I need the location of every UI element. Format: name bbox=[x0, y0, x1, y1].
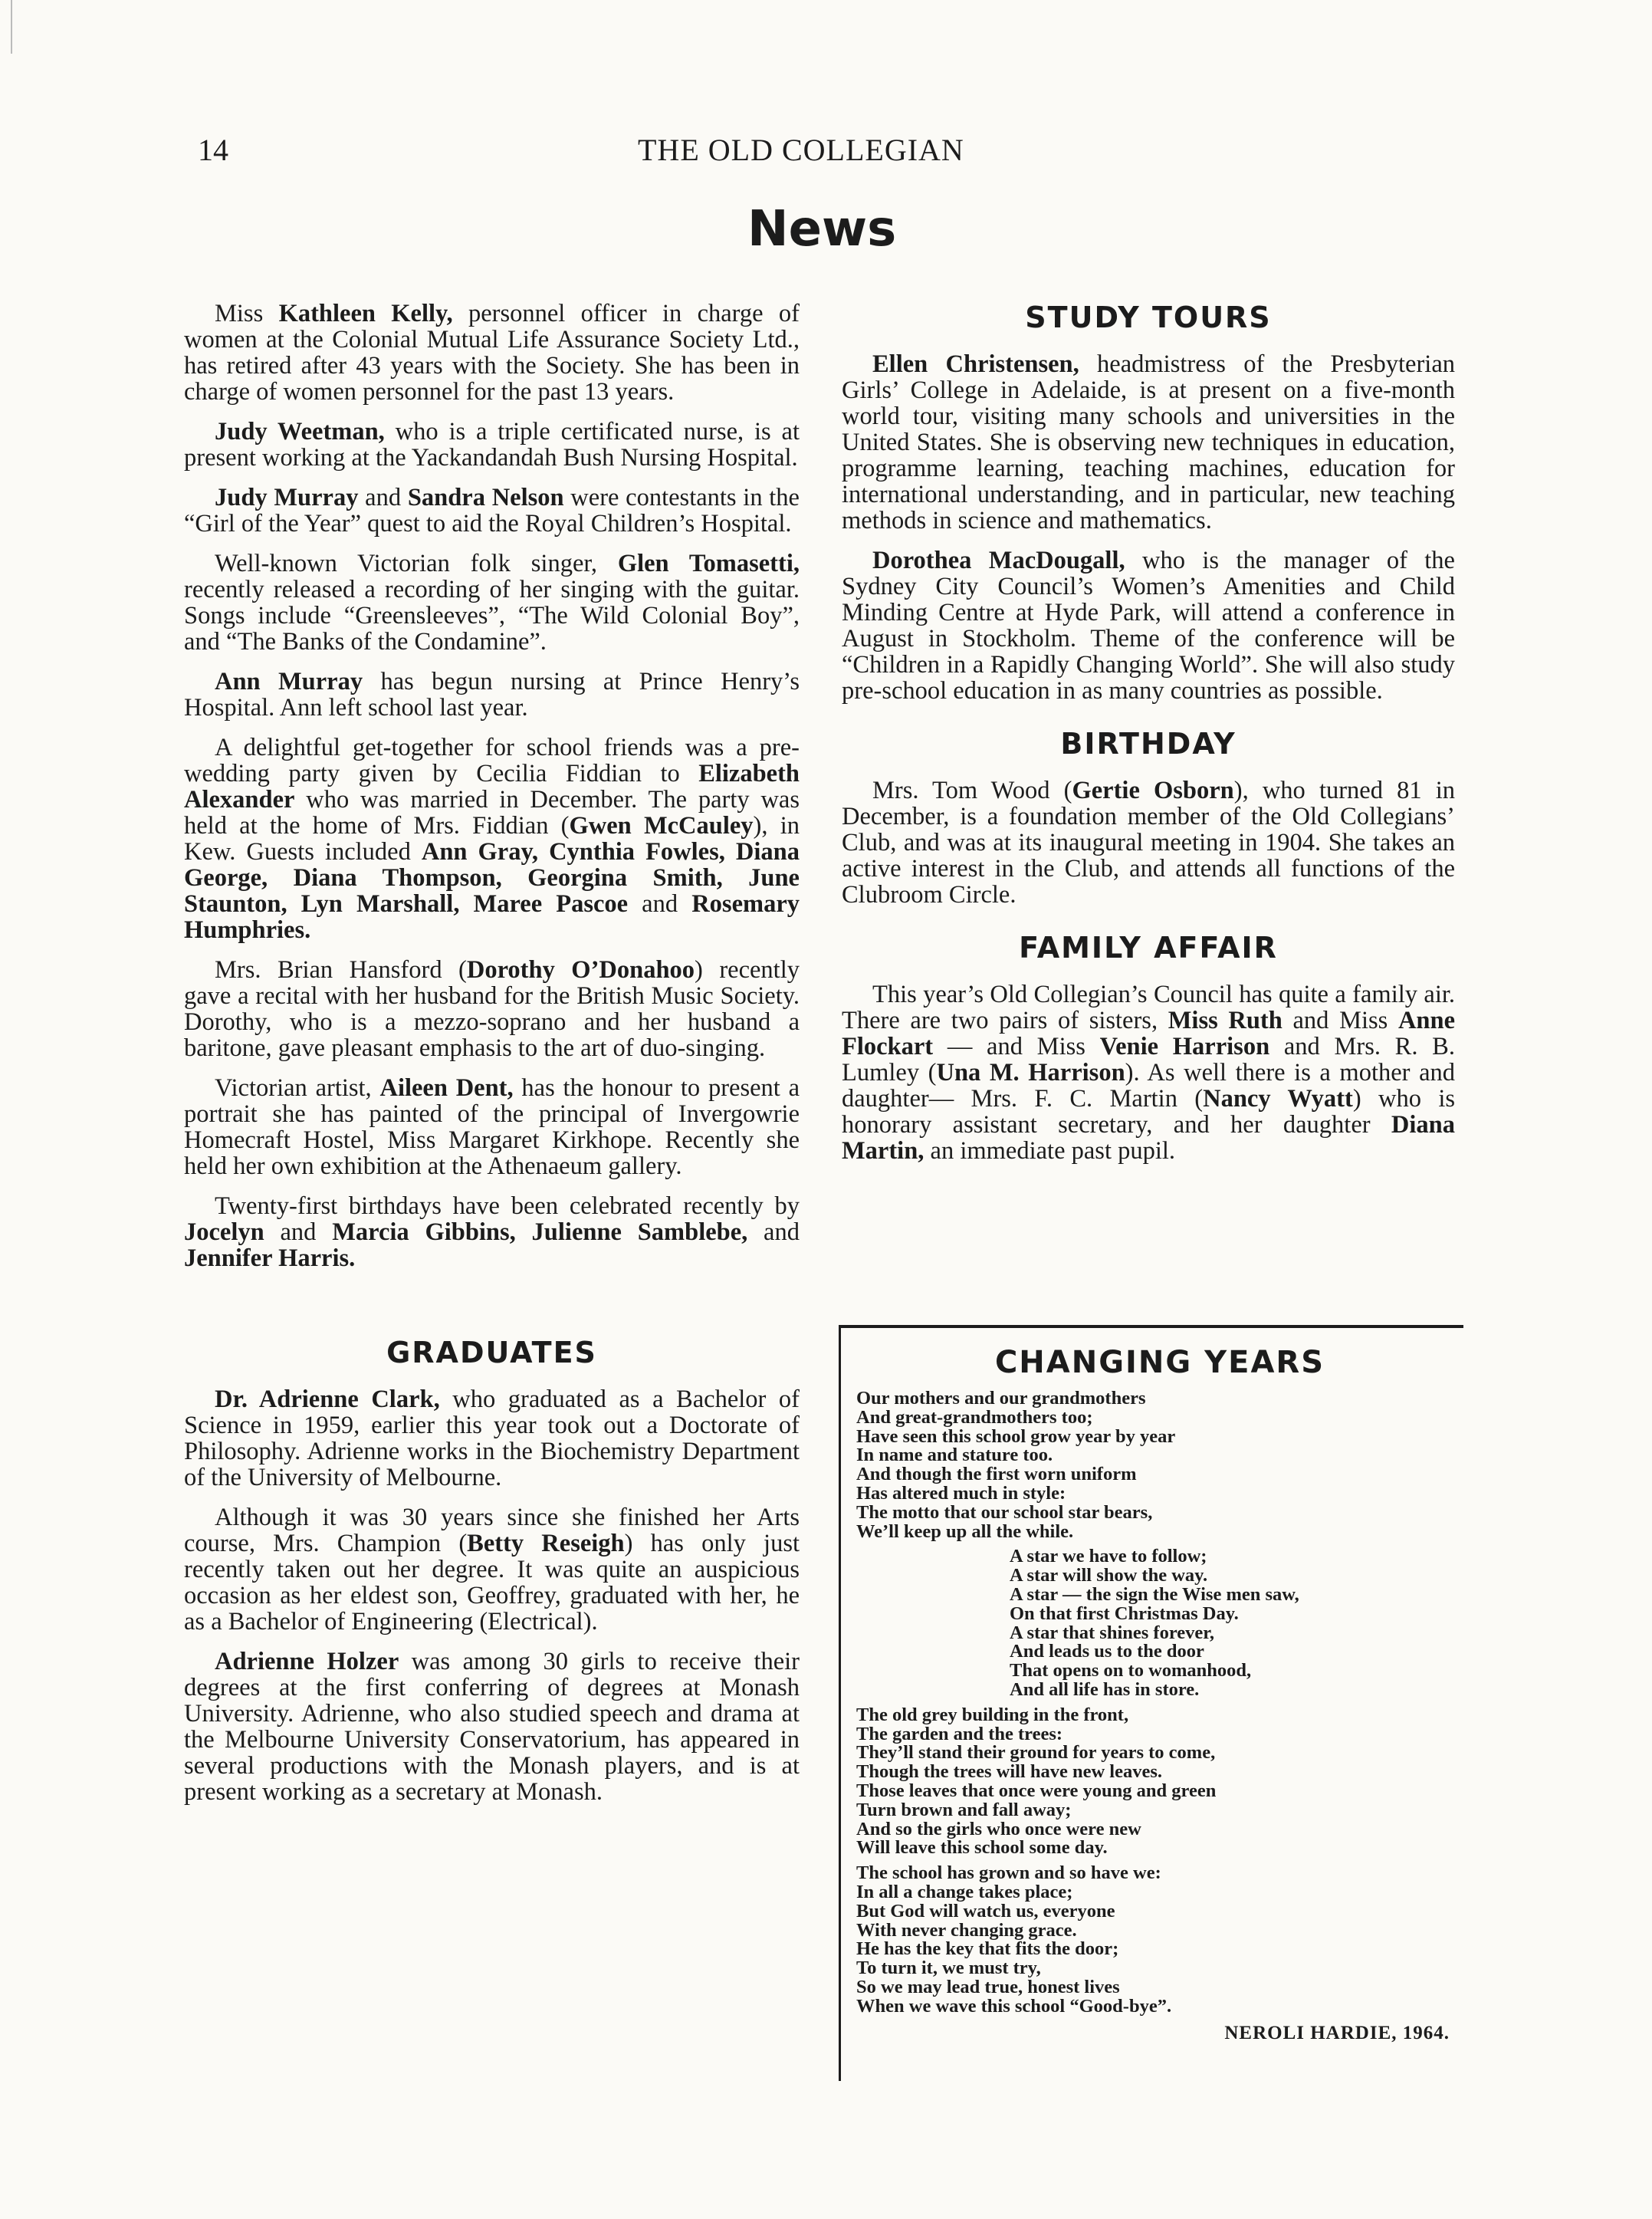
poem-line: In all a change takes place; bbox=[856, 1881, 1073, 1902]
bold-name-run: Sandra Nelson bbox=[407, 484, 564, 511]
text-run: ), who turned 81 in December, is a foundation member of the Old Collegians’ Club, and was at its inaugural meeting in 1904. She takes an active interest in the Club, and attends all functions of the Clubroom Circle. bbox=[842, 777, 1455, 909]
poem-stanza bbox=[856, 1706, 1463, 1858]
study-tours-heading: STUDY TOURS bbox=[1025, 301, 1272, 334]
poem-line: Turn brown and fall away; bbox=[856, 1799, 1072, 1820]
poem-line: With never changing grace. bbox=[856, 1919, 1077, 1941]
poem-line: They’ll stand their ground for years to come, bbox=[856, 1742, 1216, 1764]
poem-line: Our mothers and our grandmothers bbox=[856, 1388, 1146, 1409]
text-run: ) has only just recently taken out her degree. It was quite an auspicious occasion as her eldest son, Geoffrey, graduated with her, he as a Bachelor of Engineering (Electrical). bbox=[184, 1530, 800, 1635]
text-run: and bbox=[264, 1218, 333, 1246]
poem-line: And all life has in store. bbox=[1010, 1678, 1200, 1700]
graduates-heading: GRADUATES bbox=[386, 1336, 597, 1369]
bold-name-run: Rosemary Humphries. bbox=[184, 890, 800, 944]
bold-name-run: Aileen Dent, bbox=[379, 1074, 514, 1102]
poem-line: A star will show the way. bbox=[1010, 1565, 1208, 1586]
bold-name-run: Una M. Harrison bbox=[936, 1059, 1125, 1086]
text-run: personnel officer in charge of women at the Colonial Mutual Life Assurance Society Ltd., has retired after 43 years with the Society. She has been in charge of women personnel for the past 13 years. bbox=[184, 300, 800, 406]
article-paragraph bbox=[842, 547, 1455, 704]
page-number: 14 bbox=[198, 133, 228, 167]
poem-author: NEROLI HARDIE, 1964. bbox=[1224, 2022, 1450, 2043]
poem-box bbox=[839, 1325, 1463, 2081]
poem-line: A star that shines forever, bbox=[1010, 1622, 1214, 1643]
poem-line: A star — the sign the Wise men saw, bbox=[1010, 1583, 1299, 1605]
text-run: was among 30 girls to receive their degrees at the first conferring of degrees at Monash University. Adrienne, who also studied speech and drama at the Melbourne University Conservatorium, has appeared in several productions with the Monash players, and is at present working as a secretary at Monash. bbox=[184, 1648, 800, 1806]
poem-line: The garden and the trees: bbox=[856, 1723, 1063, 1744]
article-paragraph bbox=[184, 1386, 800, 1491]
poem-line: The school has grown and so have we: bbox=[856, 1862, 1161, 1884]
family-affair-items bbox=[842, 981, 1455, 1164]
bold-name-run: Ann Murray bbox=[215, 668, 363, 695]
article-paragraph bbox=[184, 485, 800, 537]
poem-line: Will leave this school some day. bbox=[856, 1837, 1108, 1859]
text-run: ) who is honorary assistant secretary, and her daughter bbox=[842, 1085, 1456, 1139]
text-run: who is a triple certificated nurse, is at present working at the Yackandandah Bush Nursing Hospital. bbox=[184, 418, 800, 472]
bold-name-run: Jennifer Harris. bbox=[184, 1244, 356, 1272]
text-run: Victorian artist, bbox=[215, 1074, 380, 1102]
poem-line: That opens on to womanhood, bbox=[1010, 1660, 1252, 1682]
text-run: Although it was 30 years since she finished her Arts course, Mrs. Champion ( bbox=[184, 1504, 800, 1557]
poem-line: A star we have to follow; bbox=[1010, 1546, 1207, 1567]
text-run: were contestants in the “Girl of the Year” quest to aid the Royal Children’s Hospital. bbox=[184, 484, 800, 537]
text-run: A delightful get-together for school friends was a pre-wedding party given by Cecilia Fiddian to bbox=[184, 734, 800, 787]
graduates-items bbox=[184, 1386, 800, 1805]
text-run: headmistress of the Presbyterian Girls’ College in Adelaide, is at present on a five-month world tour, visiting many schools and universities in the United States. She is observing new techniques in education, programme learning, teaching machines, education for international understanding, and in particular, new teaching methods in science and mathematics. bbox=[842, 350, 1455, 534]
poem-stanza bbox=[856, 1864, 1463, 2016]
poem-line: The old grey building in the front, bbox=[856, 1704, 1129, 1725]
text-run: and bbox=[628, 890, 692, 918]
bold-name-run: Venie Harrison bbox=[1099, 1033, 1270, 1060]
article-paragraph bbox=[184, 1504, 800, 1635]
poem-line: And leads us to the door bbox=[1010, 1641, 1204, 1662]
right-column bbox=[842, 301, 1455, 1178]
bold-name-run: Dorothy O’Donahoo bbox=[466, 956, 695, 984]
article-paragraph bbox=[842, 981, 1455, 1164]
bold-name-run: Marcia Gibbins, Julienne Samblebe, bbox=[332, 1218, 748, 1246]
news-items bbox=[184, 301, 800, 1271]
article-paragraph bbox=[184, 957, 800, 1061]
poem-line: He has the key that fits the door; bbox=[856, 1938, 1119, 1960]
bold-name-run: Adrienne Holzer bbox=[215, 1648, 399, 1675]
article-paragraph bbox=[184, 419, 800, 471]
text-run: This year’s Old Collegian’s Council has quite a family air. There are two pairs of sisters, bbox=[842, 981, 1455, 1034]
poem-stanza bbox=[856, 1389, 1463, 1541]
article-paragraph bbox=[184, 301, 800, 405]
poem-line: And so the girls who once were new bbox=[856, 1818, 1141, 1839]
text-run: and Miss bbox=[1282, 1007, 1398, 1034]
bold-name-run: Gertie Osborn bbox=[1072, 777, 1234, 804]
text-run: recently released a recording of her singing with the guitar. Songs include “Greensleeves”, “The Wild Colonial Boy”, and “The Banks of the Condamine”. bbox=[184, 576, 800, 656]
text-run: and bbox=[358, 484, 408, 511]
text-run: and Mrs. R. B. Lumley ( bbox=[842, 1033, 1455, 1086]
bold-name-run: Ellen Christensen, bbox=[872, 350, 1079, 378]
text-run: has the honour to present a portrait she has painted of the principal of Invergowrie Homecraft Hostel, Miss Margaret Kirkhope. Recently she held her own exhibition at the Athenaeum gallery. bbox=[184, 1074, 800, 1180]
text-run: an immediate past pupil. bbox=[924, 1137, 1176, 1165]
bold-name-run: Judy Murray bbox=[215, 484, 359, 511]
article-paragraph bbox=[184, 735, 800, 943]
text-run: has begun nursing at Prince Henry’s Hospital. Ann left school last year. bbox=[184, 668, 800, 722]
poem-line: Those leaves that once were young and green bbox=[856, 1780, 1217, 1801]
poem-line: But God will watch us, everyone bbox=[856, 1900, 1115, 1921]
left-column bbox=[184, 301, 800, 1819]
bold-name-run: Kathleen Kelly, bbox=[278, 300, 453, 327]
text-run: Well-known Victorian folk singer, bbox=[215, 550, 618, 577]
poem-line: Though the trees will have new leaves. bbox=[856, 1761, 1163, 1783]
text-run: Mrs. Tom Wood ( bbox=[872, 777, 1072, 804]
text-run: — and Miss bbox=[933, 1033, 1100, 1060]
poem-line: So we may lead true, honest lives bbox=[856, 1976, 1120, 1997]
poem-line: We’ll keep up all the while. bbox=[856, 1520, 1074, 1542]
poem-line: When we wave this school “Good-bye”. bbox=[856, 1995, 1172, 2017]
birthday-heading: BIRTHDAY bbox=[1060, 727, 1237, 761]
poem-title: CHANGING YEARS bbox=[994, 1345, 1325, 1380]
article-paragraph bbox=[184, 551, 800, 655]
text-run: Mrs. Brian Hansford ( bbox=[215, 956, 467, 984]
text-run: ), in Kew. Guests included bbox=[184, 812, 800, 866]
article-paragraph bbox=[184, 1649, 800, 1805]
poem-line: On that first Christmas Day. bbox=[1010, 1603, 1239, 1624]
text-run: who was married in December. The party was held at the home of Mrs. Fiddian ( bbox=[184, 786, 800, 840]
article-paragraph bbox=[184, 669, 800, 721]
bold-name-run: Judy Weetman, bbox=[215, 418, 385, 445]
text-run: who is the manager of the Sydney City Council’s Women’s Amenities and Child Minding Centre at Hyde Park, will attend a conference in August in Stockholm. Theme of the conference will be “Children in a Rapidly Changing World”. She will also study pre-school education in as many countries as possible. bbox=[842, 547, 1455, 705]
bold-name-run: Ann Gray, Cynthia Fowles, Diana George, Diana Thompson, Georgina Smith, June Staunton, Lyn Marshall, Maree Pascoe bbox=[184, 838, 800, 918]
text-run: Twenty-first birthdays have been celebrated recently by bbox=[215, 1192, 800, 1220]
text-run: who graduated as a Bachelor of Science in 1959, earlier this year took out a Doctorate of Philosophy. Adrienne works in the Biochemistry Department of the University of Melbourne. bbox=[184, 1386, 800, 1491]
bold-name-run: Elizabeth Alexander bbox=[184, 760, 800, 814]
article-paragraph bbox=[184, 1075, 800, 1179]
bold-name-run: Miss Ruth bbox=[1168, 1007, 1283, 1034]
bold-name-run: Anne Flockart bbox=[842, 1007, 1455, 1060]
bold-name-run: Jocelyn bbox=[184, 1218, 264, 1246]
poem-line: And though the first worn uniform bbox=[856, 1464, 1137, 1485]
bold-name-run: Betty Reseigh bbox=[467, 1530, 625, 1557]
scan-edge-line bbox=[11, 0, 12, 54]
poem-line: The motto that our school star bears, bbox=[856, 1501, 1153, 1523]
birthday-items bbox=[842, 777, 1455, 908]
article-paragraph bbox=[842, 777, 1455, 908]
bold-name-run: Dr. Adrienne Clark, bbox=[215, 1386, 440, 1413]
poem-line: To turn it, we must try, bbox=[856, 1958, 1041, 1979]
poem-line: Has altered much in style: bbox=[856, 1482, 1066, 1504]
text-run: Miss bbox=[215, 300, 279, 327]
poem-line: And great-grandmothers too; bbox=[856, 1406, 1093, 1428]
bold-name-run: Nancy Wyatt bbox=[1203, 1085, 1353, 1113]
article-paragraph bbox=[842, 351, 1455, 534]
poem-stanza bbox=[856, 1547, 1463, 1699]
bold-name-run: Glen Tomasetti, bbox=[617, 550, 800, 577]
text-run: and bbox=[747, 1218, 800, 1246]
text-run: ) recently gave a recital with her husband for the British Music Society. Dorothy, who is a mezzo-soprano and her husband a baritone, gave pleasant emphasis to the art of duo-singing. bbox=[184, 956, 800, 1062]
bold-name-run: Dorothea MacDougall, bbox=[872, 547, 1125, 574]
poem-line: In name and stature too. bbox=[856, 1445, 1053, 1466]
bold-name-run: Diana Martin, bbox=[842, 1111, 1455, 1165]
family-affair-heading: FAMILY AFFAIR bbox=[1019, 931, 1278, 965]
poem-line: Have seen this school grow year by year bbox=[856, 1425, 1176, 1447]
article-paragraph bbox=[184, 1193, 800, 1271]
text-run: ). As well there is a mother and daughter— Mrs. F. C. Martin ( bbox=[842, 1059, 1455, 1113]
bold-name-run: Gwen McCauley bbox=[569, 812, 754, 840]
section-title: News bbox=[747, 201, 897, 258]
running-title: THE OLD COLLEGIAN bbox=[638, 133, 964, 167]
poem-stanzas bbox=[856, 1389, 1463, 2017]
study-tours-items bbox=[842, 351, 1455, 704]
